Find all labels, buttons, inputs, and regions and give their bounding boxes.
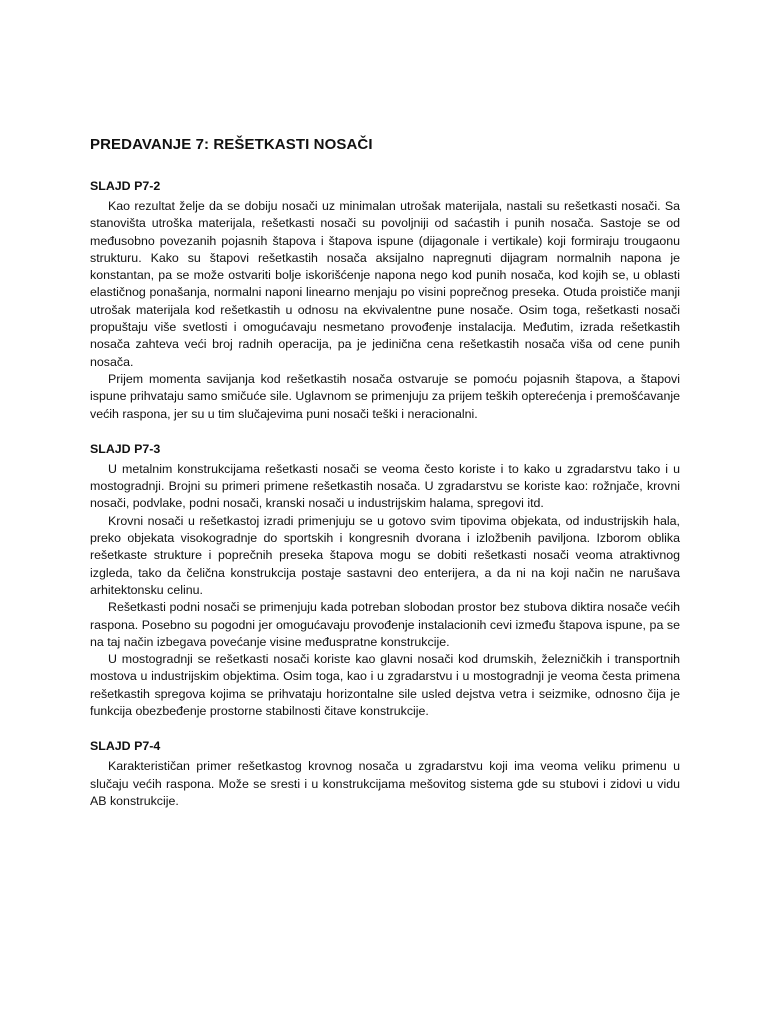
paragraph: Kao rezultat želje da se dobiju nosači uz minimalan utrošak materijala, nastali su rešetkasti nosači. Sa stanovišta utroška materijala, rešetkasti nosači su povoljniji od saćastih i punih nosača. Sastoje se od međusobno povezanih pojasnih štapova i štapova ispune (dijagonale i vertikale) koji formiraju trougaonu strukturu. Kako su štapovi rešetkastih nosača aksijalno napregnuti dijagram normalnih napona je konstantan, pa se može ostvariti bolje iskorišćenje napona nego kod punih nosača, kod kojih se, u oblasti elastičnog ponašanja, normalni naponi linearno menjaju po visini poprečnog preseka. Otuda proističe manji utrošak materijala kod rešetkastih u odnosu na ekvivalentne pune nosače. Osim toga, rešetkasti nosači propuštaju više svetlosti i omogućavaju nesmetano provođenje instalacija. Međutim, izrada rešetkastih nosača zahteva veći broj radnih operacija, pa je jedinična cena rešetkastih nosača viša od cene punih nosača. xyxy=(90,199,680,369)
section-slajd-p7-2 xyxy=(90,179,680,423)
paragraph: Prijem momenta savijanja kod rešetkastih nosača ostvaruje se pomoću pojasnih štapova, a štapovi ispune prihvataju samo smičuće sile. Uglavnom se primenjuju za prijem teških opterećenja i premošćavanje većih raspona, jer su u tim slučajevima puni nosači teški i neracionalni. xyxy=(90,371,680,421)
paragraph: Rešetkasti podni nosači se primenjuju kada potreban slobodan prostor bez stubova diktira nosače većih raspona. Posebno su pogodni jer omogućavaju provođenje instalacionih cevi između štapova ispune, pa se na taj način izbegava povećanje visine međuspratne konstrukcije. xyxy=(90,600,680,649)
document-title: PREDAVANJE 7: REŠETKASTI NOSAČI xyxy=(90,136,373,153)
paragraph: U metalnim konstrukcijama rešetkasti nosači se veoma često koriste i to kako u zgradarstvu tako i u mostogradnji. Brojni su primeri primene rešetkastih nosača. U zgradarstvu se koriste kao: rožnjače, krovni nosači, podvlake, podni nosači, kranski nosači u industrijskim halama, spregovi itd. xyxy=(90,461,680,511)
section-heading: SLAJD P7-3 xyxy=(90,441,161,456)
paragraph: Krovni nosači u rešetkastoj izradi primenjuju se u gotovo svim tipovima objekata, od industrijskih hala, preko objekata visokogradnje do sportskih i kongresnih dvorana i izložbenih paviljona. Izborom oblika rešetkaste strukture i poprečnih preseka štapova mogu se dobiti rešetkasti nosači veoma atraktivnog izgleda, tako da čelična konstrukcija postaje sastavni deo enterijera, a da ni na koji način ne narušava arhitektonsku celinu. xyxy=(90,513,680,597)
document-page xyxy=(90,136,680,829)
section-slajd-p7-4 xyxy=(90,739,680,810)
section-heading: SLAJD P7-4 xyxy=(90,739,161,754)
section-slajd-p7-3 xyxy=(90,442,680,720)
paragraph: Karakterističan primer rešetkastog krovnog nosača u zgradarstvu koji ima veoma veliku primenu u slučaju većih raspona. Može se sresti i u konstrukcijama mešovitog sistema gde su stubovi i zidovi u vidu AB konstrukcije. xyxy=(90,759,680,808)
paragraph: U mostogradnji se rešetkasti nosači koriste kao glavni nosači kod drumskih, železničkih i transportnih mostova u industrijskim objektima. Osim toga, kao i u zgradarstvu i u mostogradnji je veoma česta primena rešetkastih spregova kojima se prihvataju horizontalne sile usled dejstva vetra i seizmike, odnosno čija je funkcija obezbeđenje prostorne stabilnosti čitave konstrukcije. xyxy=(90,652,680,719)
section-heading: SLAJD P7-2 xyxy=(90,179,161,193)
